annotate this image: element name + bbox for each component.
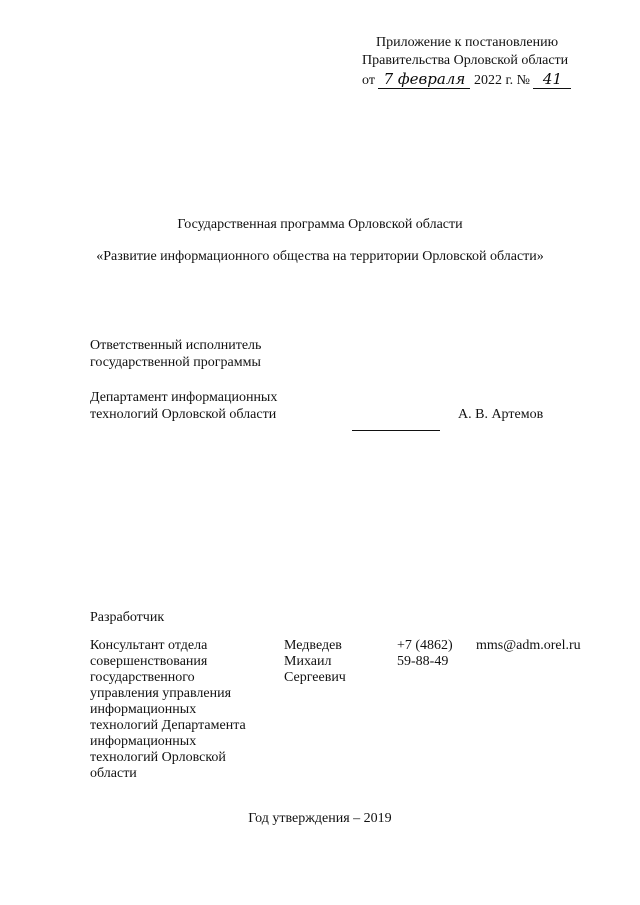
name-line: Сергеевич: [284, 670, 346, 685]
appendix-line-2: Правительства Орловской области: [362, 53, 569, 68]
responsible-label-2: государственной программы: [90, 355, 261, 370]
developer-name: [284, 638, 346, 686]
handwritten-date: 7 февраля: [378, 71, 470, 89]
approval-year: Год утверждения – 2019: [248, 811, 392, 826]
phone-line: 59-88-49: [397, 654, 449, 669]
name-line: Медведев: [284, 638, 342, 653]
position-line: области: [90, 766, 137, 781]
responsible-org-2: технологий Орловской области: [90, 407, 277, 422]
developer-position: [90, 638, 246, 782]
appendix-date-line: [362, 71, 571, 89]
position-line: совершенствования: [90, 654, 208, 669]
developer-label: Разработчик: [90, 610, 165, 625]
appendix-line-1: Приложение к постановлению: [376, 35, 559, 50]
responsible-label-1: Ответственный исполнитель: [90, 338, 262, 353]
developer-phone: [397, 638, 453, 670]
name-line: Михаил: [284, 654, 332, 669]
position-line: управления управления: [90, 686, 232, 701]
handwritten-number: 41: [533, 71, 571, 89]
developer-email: mms@adm.orel.ru: [476, 638, 581, 653]
program-subtitle: «Развитие информационного общества на территории Орловской области»: [96, 249, 544, 264]
program-title: Государственная программа Орловской области: [177, 217, 463, 232]
position-line: технологий Департамента: [90, 718, 246, 733]
signer-name: А. В. Артемов: [458, 407, 544, 422]
date-prefix: от: [362, 73, 375, 88]
position-line: государственного: [90, 670, 195, 685]
position-line: информационных: [90, 734, 197, 749]
signature-line: [352, 430, 440, 431]
date-year: 2022 г. №: [473, 73, 530, 88]
position-line: Консультант отдела: [90, 638, 208, 653]
position-line: технологий Орловской: [90, 750, 226, 765]
position-line: информационных: [90, 702, 197, 717]
phone-line: +7 (4862): [397, 638, 453, 653]
responsible-org-1: Департамент информационных: [90, 390, 278, 405]
